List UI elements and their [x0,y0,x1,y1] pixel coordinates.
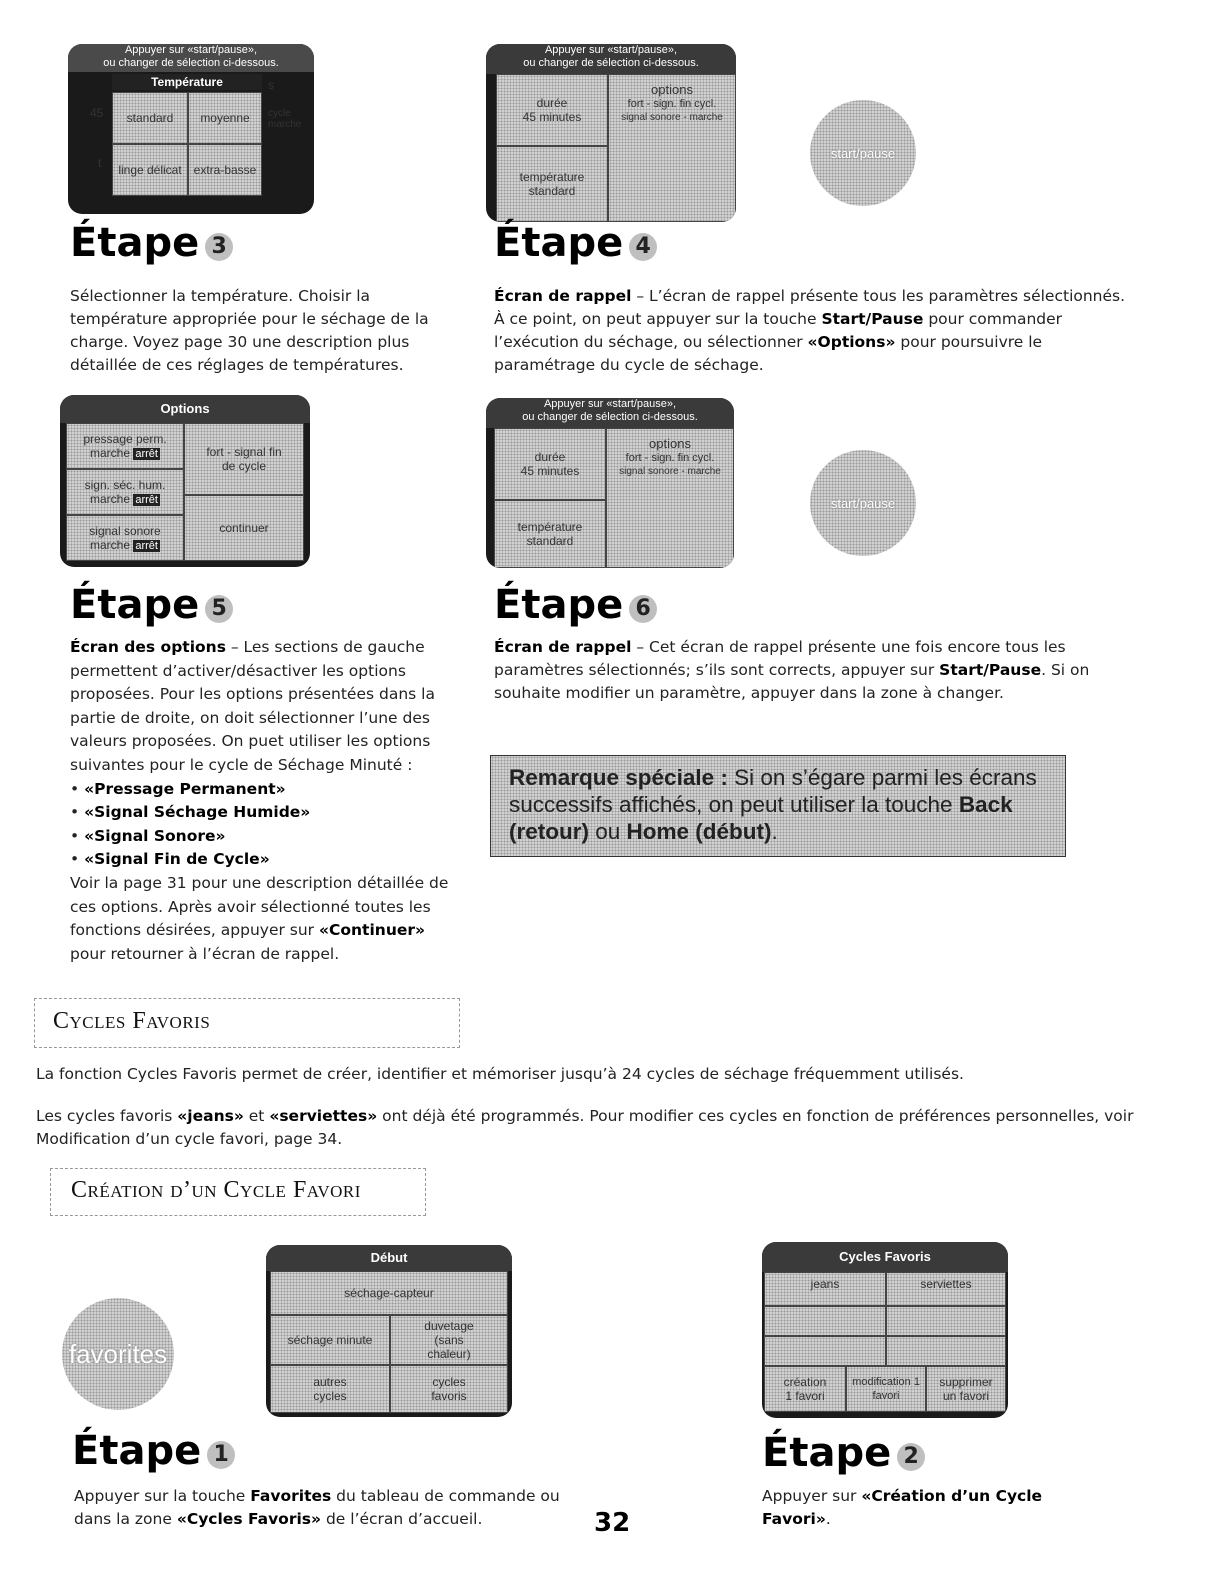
screen-header: Appuyer sur «start/pause», ou changer de sélection ci-dessous. [486,44,736,74]
edge-text: cycle marche [268,108,302,130]
step-3-title: Étape 3 [70,220,233,266]
edge-text: s [268,78,274,92]
step-5-text: Écran des options – Les sections de gauche permettent d’activer/désactiver les options proposées. Pour les options présentées dans la partie de droite, on doit sélectionner l’une des valeurs proposées. On puet utiliser les options suivantes pour le cycle de Séchage Minuté : • «Pressage Permanent» • «Signal Séchage Humide» • «Signal Sonore» • «Signal Fin de Cycle» Voir la page 31 pour une description détaillée de ces options. Après avoir sélectionné toutes les fonctions désirées, appuyer sur «Continuer» pour retourner à l’écran de rappel. [70,636,455,966]
duration-cell[interactable]: durée 45 minutes [496,74,608,146]
sensor-dry-button[interactable]: séchage-capteur [270,1271,508,1315]
home-screen [266,1245,512,1417]
continue-button[interactable]: continuer [184,495,304,561]
favorites-screen [762,1242,1008,1418]
options-screen [60,395,310,567]
step-6-text: Écran de rappel – Cet écran de rappel présente une fois encore tous les paramètres sélectionnés; s’ils sont corrects, appuyer sur Start/Pause. Si on souhaite modifier un paramètre, appuyer dans la zone à changer. [494,638,1090,702]
page-number: 32 [594,1508,631,1538]
step-2-title: Étape 2 [762,1430,925,1476]
step-1-title: Étape 1 [72,1428,235,1474]
favorite-empty[interactable] [764,1336,886,1366]
duration-cell[interactable]: durée 45 minutes [494,428,606,500]
favorites-button[interactable]: favorites [62,1298,174,1410]
delete-favorite-button[interactable]: supprimer un favori [926,1366,1006,1412]
create-favorite-button[interactable]: création 1 favori [764,1366,846,1412]
favorite-empty[interactable] [764,1306,886,1336]
screen-header: Début [266,1245,512,1271]
edge-text: 45 [90,106,104,120]
section-title-creation: Création d’un Cycle Favori [50,1168,426,1216]
step-number-badge: 5 [205,595,233,623]
fluff-button[interactable]: duvetage (sans chaleur) [390,1315,508,1365]
step-3-text: Sélectionner la température. Choisir la température appropriée pour le séchage de la charge. Voyez page 30 une description plus détaillée de ces réglages de températures. [70,287,429,374]
other-cycles-button[interactable]: autres cycles [270,1365,390,1413]
bullet-item: • «Pressage Permanent» [70,779,286,798]
option-sign-sec-hum[interactable]: sign. séc. hum. marche arrêt [66,469,184,515]
modify-favorite-button[interactable]: modification 1 favori [846,1366,926,1412]
step-6-title: Étape 6 [494,582,657,628]
temp-linge-delicat[interactable]: linge délicat [112,144,188,196]
timed-dry-button[interactable]: séchage minute [270,1315,390,1365]
step-number-badge: 6 [629,595,657,623]
step-number-badge: 1 [207,1441,235,1469]
step-number-badge: 2 [897,1443,925,1471]
bullet-item: • «Signal Sonore» [70,826,226,845]
screen-header: Cycles Favoris [762,1242,1008,1272]
temp-extra-basse[interactable]: extra-basse [188,144,262,196]
temperature-cell[interactable]: température standard [496,146,608,222]
favorite-empty[interactable] [886,1306,1006,1336]
options-cell[interactable]: options fort - sign. fin cycl. signal sonore - marche [606,428,734,568]
screen-header: Appuyer sur «start/pause», ou changer de sélection ci-dessous. [68,44,314,72]
temperature-tab: Température [112,74,262,90]
favorite-empty[interactable] [886,1336,1006,1366]
options-cell[interactable]: options fort - sign. fin cycl. signal sonore - marche [608,74,736,222]
recall-screen [486,44,736,222]
option-signal-sonore[interactable]: signal sonore marche arrêt [66,515,184,561]
favorite-jeans[interactable]: jeans [764,1272,886,1306]
screen-header: Options [60,395,310,423]
step-1-text: Appuyer sur la touche Favorites du tableau de commande ou dans la zone «Cycles Favoris» de l’écran d’accueil. [74,1487,560,1528]
temp-standard[interactable]: standard [112,92,188,144]
start-pause-button[interactable]: start/pause [810,100,916,206]
step-2-text: Appuyer sur «Création d’un Cycle Favori». [762,1487,1043,1528]
favorite-serviettes[interactable]: serviettes [886,1272,1006,1306]
step-4-title: Étape 4 [494,220,657,266]
step-4-text: Écran de rappel – L’écran de rappel présente tous les paramètres sélectionnés. À ce point, on peut appuyer sur la touche Start/Pause pour commander l’exécution du séchage, ou sélectionner «Options» pour poursuivre le paramétrage du cycle de séchage. [494,287,1126,374]
temperature-screen [68,44,314,214]
option-pressage[interactable]: pressage perm. marche arrêt [66,423,184,469]
start-pause-button[interactable]: start/pause [810,450,916,556]
bullet-item: • «Signal Séchage Humide» [70,803,311,822]
favorite-cycles-button[interactable]: cycles favoris [390,1365,508,1413]
step-5-title: Étape 5 [70,582,233,628]
favoris-intro: La fonction Cycles Favoris permet de créer, identifier et mémoriser jusqu’à 24 cycles de séchage fréquemment utilisés. [36,1065,964,1083]
step-number-badge: 3 [205,233,233,261]
edge-text: t [98,156,102,170]
temp-moyenne[interactable]: moyenne [188,92,262,144]
step-number-badge: 4 [629,233,657,261]
option-fort-signal[interactable]: fort - signal fin de cycle [184,423,304,495]
favoris-preset: Les cycles favoris «jeans» et «serviettes» ont déjà été programmés. Pour modifier ces cycles en fonction de préférences personnelles, voir Modification d’un cycle favori, page 34. [36,1107,1134,1148]
screen-header: Appuyer sur «start/pause», ou changer de sélection ci-dessous. [486,398,734,428]
temperature-cell[interactable]: température standard [494,500,606,568]
section-title-cycles-favoris: Cycles Favoris [34,998,460,1048]
special-note: Remarque spéciale : Si on s’égare parmi les écrans successifs affichés, on peut utiliser la touche Back (retour) ou Home (début). [490,755,1066,857]
recall-screen-2 [486,398,734,568]
bullet-item: • «Signal Fin de Cycle» [70,850,270,869]
